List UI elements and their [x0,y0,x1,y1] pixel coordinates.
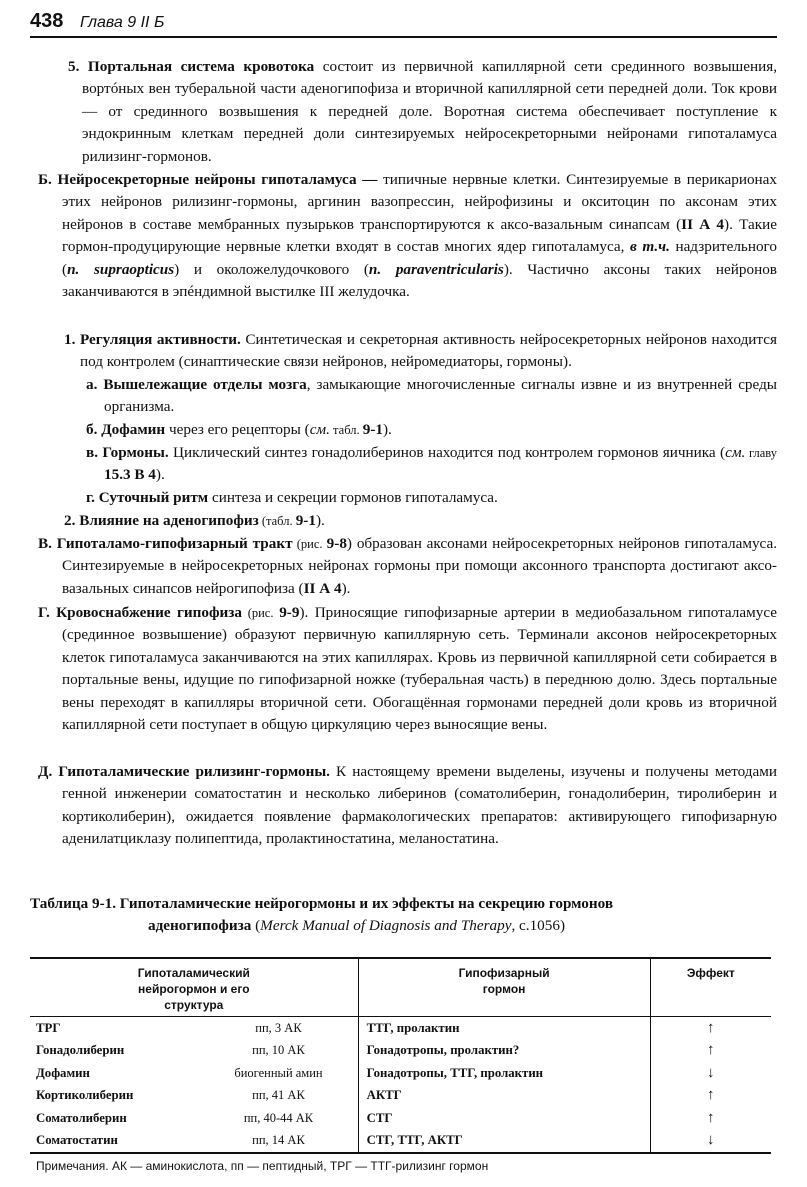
chapter-label: Глава 9 II Б [80,14,165,31]
item-a-brain: а. Вышележащие отделы мозга, замыкающие многочисленные сигналы извне и из внутренней среды организма. [86,376,777,416]
table-row: Соматолиберин пп, 40-44 АК СТГ ↑ [30,1107,771,1130]
header-effect: Эффект [650,958,771,1017]
item-b-dopamine: б. Дофамин через его рецепторы (см. табл. 9-1). [86,421,392,438]
item-influence: 2. Влияние на аденогипофиз (табл. 9-1). [64,512,325,529]
section-b-neurosecretory: Б. Нейросекреторные нейроны гипоталамуса — типичные нервные клетки. Синтезируемые в перикарионах этих нейронов рилизинг-гормоны, аргинин вазопрессин, нейрофизины и окситоцин по аксонам этих нейронов в составе мембранных пузырьков транспортируются к аксо-вазальным синапсам (II А 4). Такие гормон-продуцирующие нервные клетки входят в состав многих ядер гипоталамуса, в т.ч. надзрительного (n. supraopticus) и околожелудочкового (n. paraventricularis). Частично аксоны таких нейронов заканчиваются в эпéндимной выстилке III желудочка. [38,171,778,301]
effect-arrow: ↓ [650,1130,771,1154]
table-row: Гонадолиберин пп, 10 АК Гонадотропы, пролактин? ↑ [30,1040,771,1063]
effect-arrow: ↑ [707,1042,715,1059]
header-pituitary-hormone: Гипофизарный гормон [358,958,650,1017]
item-g-daily-rhythm: г. Суточный ритм синтеза и секреции гормонов гипоталамуса. [86,489,498,506]
table-note: Примечания. АК — аминокислота, пп — пептидный, ТРГ — ТТГ-рилизинг гормон [36,1159,489,1173]
header-neurohormone: Гипоталамический нейрогормон и его структура [30,958,358,1017]
section-d-releasing-hormones: Д. Гипоталамические рилизинг-гормоны. К настоящему времени выделены, изучены и получены методами генной инженерии соматостатин и несколько либеринов (соматолиберин, гонадолиберин, тиролиберин и кортиколиберин), ожидается появление фармакологических препаратов: активирующего гипофизарную аденилатциклазу полипептида, пролактиностатина, меланостатина. [38,763,777,848]
page-number: 438 [30,10,64,32]
item-v-hormones: в. Гормоны. Циклический синтез гонадолиберинов находится под контролем гормонов яичника (см. главу 15.3 В 4). [86,444,777,484]
page-header [30,6,777,38]
hormones-table [30,957,771,1154]
effect-arrow: ↑ [707,1109,715,1126]
table-row: ТРГ пп, 3 АК ТТГ, пролактин ↑ [30,1017,771,1040]
effect-arrow: ↑ [707,1019,715,1036]
table-row: Кортиколиберин пп, 41 АК АКТГ ↑ [30,1085,771,1108]
effect-arrow: ↑ [707,1087,715,1104]
effect-arrow: ↓ [707,1064,715,1081]
table-row: Соматостатин пп, 14 АК СТГ, ТТГ, АКТГ ↓ [30,1130,771,1154]
table-row: Дофамин биогенный амин Гонадотропы, ТТГ, пролактин ↓ [30,1062,771,1085]
section-v-tract: В. Гипоталамо-гипофизарный тракт (рис. 9-8) образован аксонами нейросекреторных нейронов гипоталамуса. Синтезируемые в нейросекреторных нейронах гормоны при помощи аксонного транспорта достигают аксо-вазальных синапсов нейрогипофиза (II А 4). [38,535,778,597]
table-title: Таблица 9-1. Гипоталамические нейрогормоны и их эффекты на секрецию гормонов аденогипофиза (Merck Manual of Diagnosis and Therapy, с.1056) [30,895,614,934]
item-regulation: 1. Регуляция активности. Синтетическая и секреторная активность нейросекреторных нейронов находится под контролем (синаптические связи нейронов, нейромедиаторы, гормоны). [64,331,777,371]
paragraph-portal-system: 5. Портальная система кровотока состоит из первичной капиллярной сети срединного возвышения, вортóных вен туберальной части аденогипофиза и вторичной капиллярной сети передней доли. Ток крови — от срединного возвышения к передней доле. Воротная система обеспечивает поступление к эндокринным клеткам передней доли синтезируемых нейросекреторными нейронами гипоталамуса рилизинг-гормонов. [68,58,778,165]
section-g-blood-supply: Г. Кровоснабжение гипофиза (рис. 9-9). Приносящие гипофизарные артерии в медиобазальном гипоталамусе (срединное возвышение) образуют первичную капиллярную сеть. Терминали аксонов нейросекреторных клеток гипоталамуса заканчиваются на этих капиллярах. Кровь из первичной капиллярной сети собирается в портальные вены, идущие по гипофизарной ножке (туберальная часть) в переднюю долю. Здесь портальные вены переходят в капилляры вторичной сети. Обогащённая гормонами передней доли кровь из вторичной капиллярной сети поступает в общую циркуляцию через выносящие вены. [38,604,778,734]
